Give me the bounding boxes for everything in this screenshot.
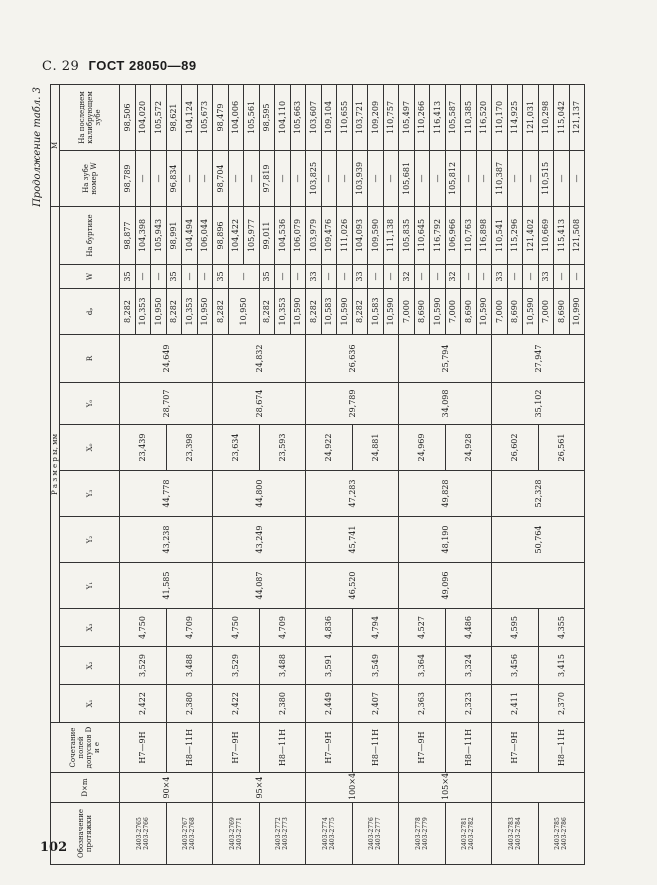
designation-code: 2403-2785 xyxy=(554,817,562,850)
r-cell: 25,794 xyxy=(399,335,492,383)
group-razmery: Р а з м е р ы, мм xyxy=(51,206,60,722)
w-cell: 35 xyxy=(259,265,275,289)
dxm-cell xyxy=(492,773,585,803)
m-roughing-cell: 109,476 xyxy=(321,206,337,264)
m-calibrating-cell: 110,170 xyxy=(492,84,508,150)
m-roughing-cell: 104,494 xyxy=(182,206,198,264)
y1-cell: 44,087 xyxy=(213,563,306,609)
w-cell: — xyxy=(321,265,337,289)
designation-code: 2403-2773 xyxy=(282,817,290,850)
m-roughing-cell: 105,943 xyxy=(151,206,167,264)
m-roughing-cell: 110,763 xyxy=(461,206,477,264)
w-cell: — xyxy=(368,265,384,289)
designation-cell xyxy=(538,803,585,865)
col-x1: X₁ xyxy=(60,685,120,723)
fit-cell: H8—11H xyxy=(166,723,213,773)
dp-cell: 10,950 xyxy=(228,289,259,335)
m-calibrating-cell: 121,031 xyxy=(523,84,539,150)
w-cell: 35 xyxy=(166,265,182,289)
x0-cell: 24,969 xyxy=(399,425,446,471)
dp-cell: 7,000 xyxy=(445,289,461,335)
y2-cell: 50,764 xyxy=(492,517,585,563)
m-calibrating-cell: 103,721 xyxy=(352,84,368,150)
col-w: W xyxy=(60,265,120,289)
standard-number: ГОСТ 28050—89 xyxy=(88,58,197,73)
w-cell: 35 xyxy=(120,265,136,289)
x3-cell: 4,750 xyxy=(120,609,167,647)
x1-cell: 2,422 xyxy=(120,685,167,723)
m-calibrating-cell: 104,006 xyxy=(228,84,244,150)
col-r: R xyxy=(60,335,120,383)
dp-cell: 10,950 xyxy=(197,289,213,335)
x1-cell: 2,422 xyxy=(213,685,260,723)
y0-cell: 28,707 xyxy=(120,383,213,425)
y1-cell: 46,520 xyxy=(306,563,399,609)
m-calibrating-cell: 115,042 xyxy=(554,84,570,150)
y2-cell: 43,249 xyxy=(213,517,306,563)
m-tooth-cell: 110,515 xyxy=(538,150,554,206)
r-cell: 24,649 xyxy=(120,335,213,383)
w-cell: — xyxy=(151,265,167,289)
m-tooth-cell: — xyxy=(383,150,399,206)
m-tooth-cell: — xyxy=(554,150,570,206)
designation-cell xyxy=(352,803,399,865)
designation-code: 2403-2774 xyxy=(321,817,329,850)
m-roughing-cell: 116,898 xyxy=(476,206,492,264)
dp-cell: 10,590 xyxy=(523,289,539,335)
designation-cell xyxy=(166,803,213,865)
designation-code: 2403-2781 xyxy=(461,817,469,850)
x1-cell: 2,380 xyxy=(259,685,306,723)
w-cell: — xyxy=(182,265,198,289)
m-roughing-cell: 121,508 xyxy=(569,206,585,264)
m-tooth-cell: — xyxy=(476,150,492,206)
x0-cell: 24,928 xyxy=(445,425,492,471)
designation-code: 2403-2782 xyxy=(468,817,476,850)
dp-cell: 10,950 xyxy=(151,289,167,335)
m-calibrating-cell: 109,209 xyxy=(368,84,384,150)
m-tooth-cell: — xyxy=(197,150,213,206)
x2-cell: 3,591 xyxy=(306,647,353,685)
dp-cell: 8,690 xyxy=(554,289,570,335)
m-roughing-cell: 110,645 xyxy=(414,206,430,264)
w-cell: 33 xyxy=(538,265,554,289)
x3-cell: 4,836 xyxy=(306,609,353,647)
m-roughing-cell: 111,138 xyxy=(383,206,399,264)
x0-cell: 23,634 xyxy=(213,425,260,471)
fit-cell: H7—9H xyxy=(492,723,539,773)
m-tooth-cell: 103,939 xyxy=(352,150,368,206)
w-cell: — xyxy=(337,265,353,289)
m-tooth-cell: — xyxy=(290,150,306,206)
designation-code: 2403-2784 xyxy=(514,817,522,850)
m-calibrating-cell: 105,663 xyxy=(290,84,306,150)
page-ref: С. 29 xyxy=(42,59,80,74)
m-roughing-cell: 109,590 xyxy=(368,206,384,264)
x2-cell: 3,529 xyxy=(213,647,260,685)
x3-cell: 4,750 xyxy=(213,609,260,647)
designation-cell xyxy=(399,803,446,865)
y0-cell: 35,102 xyxy=(492,383,585,425)
w-cell: — xyxy=(275,265,291,289)
dxm-cell: 100×4 xyxy=(306,773,399,803)
x3-cell: 4,794 xyxy=(352,609,399,647)
m-tooth-cell: — xyxy=(507,150,523,206)
x1-cell: 2,407 xyxy=(352,685,399,723)
m-calibrating-cell: 98,595 xyxy=(259,84,275,150)
m-roughing-cell: 110,669 xyxy=(538,206,554,264)
y3-cell: 49,828 xyxy=(399,471,492,517)
m-roughing-cell: 110,541 xyxy=(492,206,508,264)
dp-cell: 8,282 xyxy=(259,289,275,335)
col-y1: Y₁ xyxy=(60,563,120,609)
w-cell: 32 xyxy=(399,265,415,289)
m-tooth-cell: — xyxy=(275,150,291,206)
x3-cell: 4,595 xyxy=(492,609,539,647)
dp-cell: 10,590 xyxy=(476,289,492,335)
fit-cell: H8—11H xyxy=(259,723,306,773)
table-subtitle: Продолжение табл. 3 xyxy=(32,87,43,207)
x0-cell: 26,602 xyxy=(492,425,539,471)
y2-cell: 43,238 xyxy=(120,517,213,563)
x0-cell: 24,922 xyxy=(306,425,353,471)
page-header xyxy=(42,58,197,74)
m-roughing-cell: 104,422 xyxy=(228,206,244,264)
w-cell: — xyxy=(414,265,430,289)
designation-code: 2403-2768 xyxy=(189,817,197,850)
m-tooth-cell: — xyxy=(523,150,539,206)
dp-cell: 10,590 xyxy=(430,289,446,335)
x1-cell: 2,323 xyxy=(445,685,492,723)
w-cell: — xyxy=(383,265,399,289)
designation-cell xyxy=(259,803,306,865)
dimensions-table xyxy=(50,84,585,865)
m-calibrating-cell: 110,757 xyxy=(383,84,399,150)
designation-code: 2403-2772 xyxy=(275,817,283,850)
x2-cell: 3,488 xyxy=(259,647,306,685)
m-tooth-cell: 110,387 xyxy=(492,150,508,206)
m-calibrating-cell: 116,413 xyxy=(430,84,446,150)
designation-code: 2403-2779 xyxy=(421,817,429,850)
m-tooth-cell: 96,834 xyxy=(166,150,182,206)
m-roughing-cell: 111,026 xyxy=(337,206,353,264)
m-roughing-cell: 105,835 xyxy=(399,206,415,264)
m-roughing-cell: 115,413 xyxy=(554,206,570,264)
dp-cell: 10,590 xyxy=(290,289,306,335)
designation-code: 2403-2783 xyxy=(507,817,515,850)
w-cell: — xyxy=(476,265,492,289)
dxm-cell: 90×4 xyxy=(120,773,213,803)
fit-cell: H7—9H xyxy=(399,723,446,773)
m-calibrating-cell: 104,110 xyxy=(275,84,291,150)
w-cell: 32 xyxy=(445,265,461,289)
m-roughing-cell: 106,044 xyxy=(197,206,213,264)
y3-cell: 47,283 xyxy=(306,471,399,517)
col-m-calibrating: На последнем калибрующем зубе xyxy=(60,84,120,150)
r-cell: 27,947 xyxy=(492,335,585,383)
table-row xyxy=(213,84,229,864)
m-tooth-cell: — xyxy=(368,150,384,206)
x2-cell: 3,488 xyxy=(166,647,213,685)
w-cell: 35 xyxy=(213,265,229,289)
x3-cell: 4,709 xyxy=(166,609,213,647)
m-tooth-cell: — xyxy=(430,150,446,206)
col-dxm: D×m xyxy=(51,773,120,803)
m-calibrating-cell: 121,137 xyxy=(569,84,585,150)
w-cell: 33 xyxy=(306,265,322,289)
designation-cell xyxy=(120,803,167,865)
y1-cell xyxy=(492,563,585,609)
designation-cell xyxy=(445,803,492,865)
w-cell: — xyxy=(507,265,523,289)
table-row xyxy=(399,84,415,864)
m-tooth-cell: — xyxy=(244,150,260,206)
col-dp: dₚ xyxy=(60,289,120,335)
col-y0: Y₀ xyxy=(60,383,120,425)
w-cell: — xyxy=(569,265,585,289)
dp-cell: 8,282 xyxy=(166,289,182,335)
m-tooth-cell: — xyxy=(414,150,430,206)
designation-cell xyxy=(492,803,539,865)
table-row xyxy=(492,84,508,864)
r-cell: 24,832 xyxy=(213,335,306,383)
m-roughing-cell: 98,877 xyxy=(120,206,136,264)
dp-cell: 7,000 xyxy=(492,289,508,335)
x2-cell: 3,456 xyxy=(492,647,539,685)
m-tooth-cell: — xyxy=(151,150,167,206)
fit-cell: H7—9H xyxy=(120,723,167,773)
w-cell: — xyxy=(228,265,259,289)
rotated-table-area xyxy=(32,85,610,865)
m-roughing-cell: 105,977 xyxy=(244,206,260,264)
designation-code: 2403-2775 xyxy=(328,817,336,850)
x1-cell: 2,380 xyxy=(166,685,213,723)
col-x3: X₃ xyxy=(60,609,120,647)
dp-cell: 8,282 xyxy=(120,289,136,335)
m-calibrating-cell: 109,104 xyxy=(321,84,337,150)
designation-code: 2403-2776 xyxy=(368,817,376,850)
y0-cell: 29,789 xyxy=(306,383,399,425)
w-cell: — xyxy=(554,265,570,289)
m-calibrating-cell: 116,520 xyxy=(476,84,492,150)
col-x0: X₀ xyxy=(60,425,120,471)
designation-code: 2403-2769 xyxy=(228,817,236,850)
x0-cell: 23,439 xyxy=(120,425,167,471)
x0-cell: 23,398 xyxy=(166,425,213,471)
m-tooth-cell: 98,704 xyxy=(213,150,229,206)
m-calibrating-cell: 110,385 xyxy=(461,84,477,150)
y0-cell: 28,674 xyxy=(213,383,306,425)
dp-cell: 8,282 xyxy=(352,289,368,335)
dp-cell: 8,690 xyxy=(461,289,477,335)
m-tooth-cell: — xyxy=(337,150,353,206)
m-roughing-cell: 98,896 xyxy=(213,206,229,264)
m-tooth-cell: 105,681 xyxy=(399,150,415,206)
fit-cell: H8—11H xyxy=(538,723,585,773)
x1-cell: 2,449 xyxy=(306,685,353,723)
designation-cell xyxy=(213,803,260,865)
y2-cell: 45,741 xyxy=(306,517,399,563)
m-tooth-cell: — xyxy=(569,150,585,206)
w-cell: — xyxy=(197,265,213,289)
m-roughing-cell: 104,398 xyxy=(135,206,151,264)
x3-cell: 4,709 xyxy=(259,609,306,647)
w-cell: — xyxy=(461,265,477,289)
dp-cell: 10,590 xyxy=(383,289,399,335)
x2-cell: 3,364 xyxy=(399,647,446,685)
dp-cell: 7,000 xyxy=(399,289,415,335)
m-tooth-cell: — xyxy=(461,150,477,206)
m-tooth-cell: 98,789 xyxy=(120,150,136,206)
w-cell: 33 xyxy=(492,265,508,289)
m-tooth-cell: 103,825 xyxy=(306,150,322,206)
x2-cell: 3,415 xyxy=(538,647,585,685)
fit-cell: H8—11H xyxy=(352,723,399,773)
col-designation: Обозначение протяжки xyxy=(51,803,120,865)
fit-cell: H7—9H xyxy=(213,723,260,773)
col-y3: Y₃ xyxy=(60,471,120,517)
m-roughing-cell: 104,536 xyxy=(275,206,291,264)
dp-cell: 8,690 xyxy=(507,289,523,335)
m-roughing-cell: 115,296 xyxy=(507,206,523,264)
col-m-tooth: На зубе номер W xyxy=(60,150,120,206)
y2-cell: 48,190 xyxy=(399,517,492,563)
w-cell: — xyxy=(430,265,446,289)
designation-code: 2403-2777 xyxy=(375,817,383,850)
r-cell: 26,636 xyxy=(306,335,399,383)
y0-cell: 34,098 xyxy=(399,383,492,425)
x3-cell: 4,486 xyxy=(445,609,492,647)
x1-cell: 2,363 xyxy=(399,685,446,723)
dp-cell: 8,690 xyxy=(414,289,430,335)
x0-cell: 26,561 xyxy=(538,425,585,471)
table-row xyxy=(306,84,322,864)
m-calibrating-cell: 105,497 xyxy=(399,84,415,150)
m-calibrating-cell: 110,266 xyxy=(414,84,430,150)
m-calibrating-cell: 105,572 xyxy=(151,84,167,150)
designation-code: 2403-2765 xyxy=(135,817,143,850)
group-m: M xyxy=(51,84,60,206)
table-row xyxy=(120,84,136,864)
dxm-cell: 105×4 xyxy=(399,773,492,803)
designation-code: 2403-2778 xyxy=(414,817,422,850)
m-roughing-cell: 104,093 xyxy=(352,206,368,264)
col-y2: Y₂ xyxy=(60,517,120,563)
dp-cell: 10,353 xyxy=(275,289,291,335)
fit-cell: H8—11H xyxy=(445,723,492,773)
m-calibrating-cell: 103,607 xyxy=(306,84,322,150)
m-calibrating-cell: 114,925 xyxy=(507,84,523,150)
m-calibrating-cell: 98,621 xyxy=(166,84,182,150)
m-roughing-cell: 103,979 xyxy=(306,206,322,264)
m-calibrating-cell: 104,020 xyxy=(135,84,151,150)
designation-cell xyxy=(306,803,353,865)
designation-code: 2403-2786 xyxy=(561,817,569,850)
x2-cell: 3,549 xyxy=(352,647,399,685)
x0-cell: 24,881 xyxy=(352,425,399,471)
designation-code: 2403-2771 xyxy=(235,817,243,850)
m-tooth-cell: — xyxy=(182,150,198,206)
x2-cell: 3,529 xyxy=(120,647,167,685)
col-fit: Сочетание полей допусков D и e xyxy=(51,723,120,773)
m-tooth-cell: — xyxy=(135,150,151,206)
x3-cell: 4,527 xyxy=(399,609,446,647)
dp-cell: 8,282 xyxy=(306,289,322,335)
m-calibrating-cell: 98,506 xyxy=(120,84,136,150)
dp-cell: 7,000 xyxy=(538,289,554,335)
designation-code: 2403-2767 xyxy=(182,817,190,850)
w-cell: — xyxy=(523,265,539,289)
m-calibrating-cell: 104,124 xyxy=(182,84,198,150)
y1-cell: 49,096 xyxy=(399,563,492,609)
m-tooth-cell: 97,819 xyxy=(259,150,275,206)
y3-cell: 44,800 xyxy=(213,471,306,517)
dxm-cell: 95×4 xyxy=(213,773,306,803)
m-calibrating-cell: 98,479 xyxy=(213,84,229,150)
m-tooth-cell: 105,812 xyxy=(445,150,461,206)
w-cell: — xyxy=(135,265,151,289)
dp-cell: 10,583 xyxy=(368,289,384,335)
m-roughing-cell: 116,792 xyxy=(430,206,446,264)
col-x2: X₂ xyxy=(60,647,120,685)
w-cell: 33 xyxy=(352,265,368,289)
m-roughing-cell: 99,011 xyxy=(259,206,275,264)
m-calibrating-cell: 105,587 xyxy=(445,84,461,150)
m-calibrating-cell: 105,561 xyxy=(244,84,260,150)
y3-cell: 52,328 xyxy=(492,471,585,517)
m-roughing-cell: 98,991 xyxy=(166,206,182,264)
table-body xyxy=(120,84,585,864)
fit-cell: H7—9H xyxy=(306,723,353,773)
page-number: 102 xyxy=(40,840,68,855)
dp-cell: 10,353 xyxy=(135,289,151,335)
m-roughing-cell: 106,079 xyxy=(290,206,306,264)
m-roughing-cell: 106,966 xyxy=(445,206,461,264)
y1-cell: 41,585 xyxy=(120,563,213,609)
designation-code: 2403-2766 xyxy=(142,817,150,850)
m-calibrating-cell: 110,655 xyxy=(337,84,353,150)
x2-cell: 3,324 xyxy=(445,647,492,685)
m-roughing-cell: 121,402 xyxy=(523,206,539,264)
m-tooth-cell: — xyxy=(321,150,337,206)
col-m-roughing: На буртике xyxy=(60,206,120,264)
dp-cell: 10,583 xyxy=(321,289,337,335)
dp-cell: 10,590 xyxy=(337,289,353,335)
x0-cell: 23,593 xyxy=(259,425,306,471)
m-calibrating-cell: 105,673 xyxy=(197,84,213,150)
w-cell: — xyxy=(290,265,306,289)
y3-cell: 44,778 xyxy=(120,471,213,517)
x3-cell: 4,355 xyxy=(538,609,585,647)
dp-cell: 10,990 xyxy=(569,289,585,335)
m-calibrating-cell: 110,298 xyxy=(538,84,554,150)
x1-cell: 2,370 xyxy=(538,685,585,723)
x1-cell: 2,411 xyxy=(492,685,539,723)
dp-cell: 10,353 xyxy=(182,289,198,335)
m-tooth-cell: — xyxy=(228,150,244,206)
dp-cell: 8,282 xyxy=(213,289,229,335)
